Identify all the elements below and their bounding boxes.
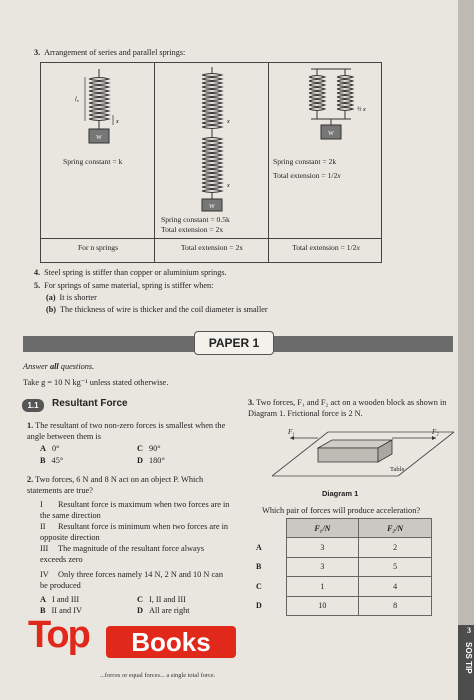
paper-title: PAPER 1 [194,331,274,355]
item-5a: (a) It is shorter [46,293,97,302]
footnote: ...forces or equal forces... a single total force. [100,672,216,679]
section-badge: 1.1 [22,399,44,412]
table-header-row [256,519,432,538]
q1-option-d[interactable]: D 180° [137,456,165,465]
col2-foot: Total extension = 2x [180,243,244,252]
spring-1 [89,78,109,121]
q2-statement: III The magnitude of the resultant force always exceeds zero [40,544,205,564]
table-row[interactable]: B 3 5 [256,557,432,576]
item-5b: (b) The thickness of wire is thicker and the coil diameter is smaller [46,305,268,314]
spring-2a [202,74,222,129]
q1-option-c[interactable]: C 90° [137,444,161,453]
q3-text: 3. Two forces, F₁ and F₂ act on a wooden block as shown in Diagram 1. Frictional force is 2 N. [248,398,447,418]
sidebar-label: SOS TIP [464,642,473,674]
q2-option-b[interactable]: B II and IV [40,606,82,615]
table-row[interactable]: A 3 2 [256,538,432,557]
spring-table [40,62,382,263]
item-number: 3. [34,48,41,57]
item-4: 4. Steel spring is stiffer than copper or aluminium springs. [34,268,227,277]
logo-top-text: Top [28,614,89,656]
item-5: 5. For springs of same material, spring is stiffer when: [34,281,214,290]
svg-text:x: x [116,119,119,125]
item-3 [34,48,185,58]
q2-text: 2. Two forces, 6 N and 8 N act on an object P. Which statements are true? [27,475,204,495]
svg-text:W: W [96,135,102,141]
f1-label: F₁ [288,428,295,436]
q3-force-table [256,518,432,616]
q1-option-b[interactable]: B 45° [40,456,64,465]
header-f1: F₁/N [286,519,359,538]
page-number: 3 [467,626,471,635]
svg-text:x: x [227,183,230,189]
answer-instruction: Answer all questions. [23,362,95,371]
section-title: Resultant Force [52,398,128,409]
sidebar-tab [458,0,474,700]
q2-statement: IV Only three forces namely 14 N, 2 N and 10 N can be produced [40,570,223,590]
q3-question: Which pair of forces will produce acceleration? [262,506,421,515]
col2-ext: Total extension = 2x [161,225,224,234]
col1-const: Spring constant = k [63,157,123,166]
q2-statement: I Resultant force is maximum when two forces are in the same direction [40,500,230,520]
col3-const: Spring constant = 2k [273,157,337,166]
svg-text:l₀: l₀ [75,97,79,103]
col2-const: Spring constant = 0.5k [161,215,230,224]
topbooks-logo [16,612,236,672]
svg-text:x: x [227,119,230,125]
col3-ext: Total extension = 1/2x [273,171,341,180]
f2-label: F₂ [432,428,439,436]
q1-text: 1. The resultant of two non-zero forces is smallest when the angle between them is [27,421,226,441]
logo-books-text: Books [106,626,236,658]
spring-2b [202,138,222,193]
svg-text:½ x: ½ x [357,107,366,113]
table-divider [41,238,381,239]
col3-foot: Total extension = 1/2x [292,243,360,252]
svg-text:W: W [328,131,334,137]
col1-foot: For n springs [77,243,119,252]
header-f2: F₂/N [359,519,432,538]
q3-block-diagram [268,424,458,484]
table-label: Table [390,466,405,473]
q1-option-a[interactable]: A 0° [40,444,60,453]
q2-option-a[interactable]: A I and III [40,595,80,604]
q2-option-d[interactable]: D All are right [137,606,190,615]
q2-statement: II Resultant force is minimum when two forces are in opposite direction [40,522,229,542]
table-row[interactable]: D 10 8 [256,596,432,615]
svg-text:W: W [209,204,215,210]
spring-3a [309,76,353,111]
diagram-caption: Diagram 1 [322,489,359,498]
springs-diagram [41,63,383,238]
table-row[interactable]: C 1 4 [256,577,432,596]
q2-option-c[interactable]: C I, II and III [137,595,186,604]
item-text: Arrangement of series and parallel springs: [44,48,186,57]
gravity-note: Take g = 10 N kg⁻¹ unless stated otherwise. [23,378,169,387]
